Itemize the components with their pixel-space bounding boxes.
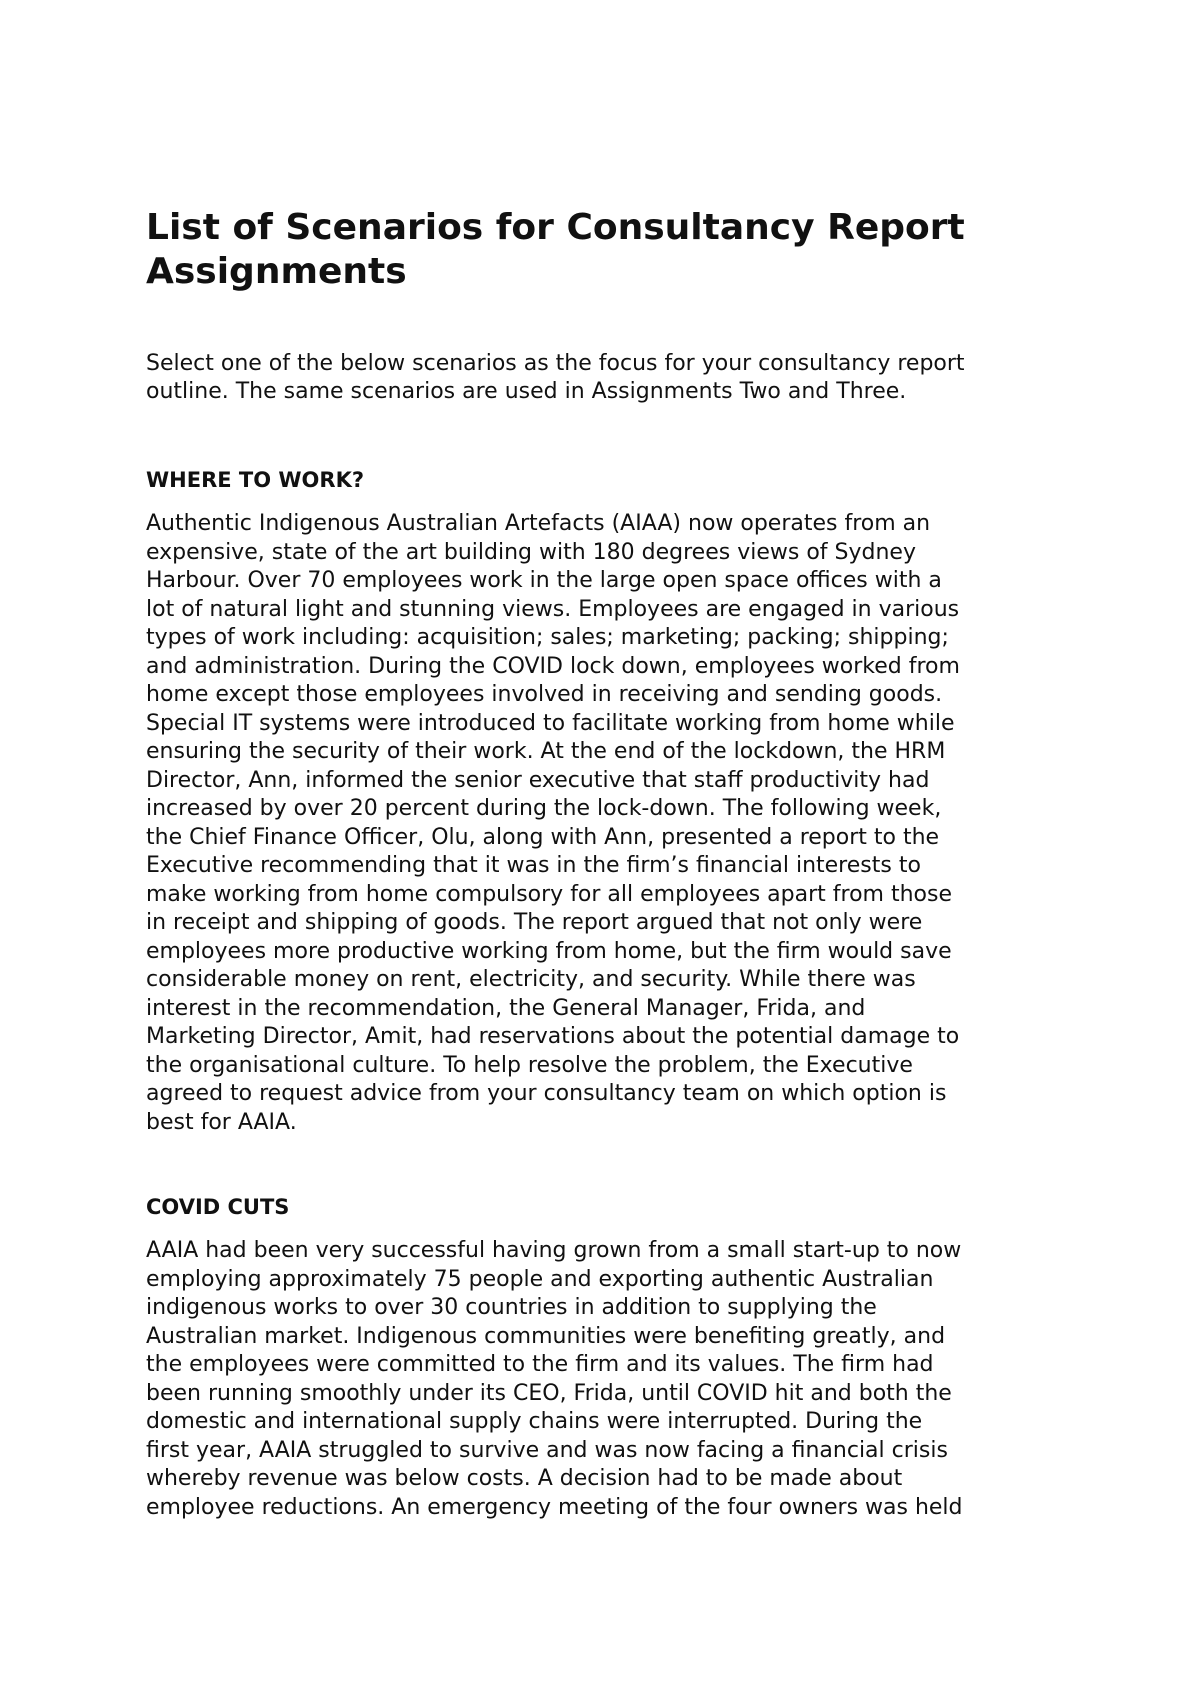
intro-line: outline. The same scenarios are used in Assignments Two and Three. [146,379,907,404]
body-line: home except those employees involved in receiving and sending goods. [146,682,943,707]
document-title [146,206,1086,294]
body-line: AAIA had been very successful having grown from a small start-up to now [146,1238,962,1263]
body-line: types of work including: acquisition; sales; marketing; packing; shipping; [146,625,949,650]
section-body [146,1237,1086,1522]
body-line: Australian market. Indigenous communities were benefiting greatly, and [146,1323,946,1349]
body-line: domestic and international supply chains were interrupted. During the [146,1409,923,1434]
scenario-covid-cuts [146,1193,1086,1522]
body-line: best for AAIA. [146,1109,297,1135]
body-line: employees more productive working from home, but the firm would save [146,938,952,964]
body-line: lot of natural light and stunning views. Employees are engaged in various [146,596,960,622]
body-line: first year, AAIA struggled to survive and was now facing a financial crisis [146,1437,948,1463]
title-line: List of Scenarios for Consultancy Report [146,207,965,248]
body-line: whereby revenue was below costs. A decision had to be made about [146,1466,903,1491]
body-line: Marketing Director, Amit, had reservations about the potential damage to [146,1024,960,1049]
body-line: and administration. During the COVID lock down, employees worked from [146,653,960,679]
section-heading: COVID CUTS [146,1195,290,1219]
body-line: the Chief Finance Officer, Olu, along with Ann, presented a report to the [146,824,940,850]
body-line: the organisational culture. To help resolve the problem, the Executive [146,1052,913,1078]
body-line: ensuring the security of their work. At the end of the lockdown, the HRM [146,739,946,764]
section-heading: WHERE TO WORK? [146,468,365,492]
body-line: Special IT systems were introduced to facilitate working from home while [146,710,955,736]
body-line: in receipt and shipping of goods. The report argued that not only were [146,910,923,935]
body-line: interest in the recommendation, the General Manager, Frida, and [146,995,866,1021]
body-line: indigenous works to over 30 countries in addition to supplying the [146,1295,877,1320]
intro-paragraph [146,350,1086,406]
body-line: increased by over 20 percent during the lock-down. The following week, [146,796,942,821]
body-line: the employees were committed to the firm and its values. The firm had [146,1352,934,1377]
title-line: Assignments [146,251,407,292]
body-line: Director, Ann, informed the senior executive that staff productivity had [146,767,930,793]
scenario-where-to-work [146,466,1086,1137]
body-line: Harbour. Over 70 employees work in the large open space offices with a [146,568,942,593]
body-line: agreed to request advice from your consultancy team on which option is [146,1081,947,1106]
body-line: employing approximately 75 people and exporting authentic Australian [146,1266,934,1292]
body-line: Authentic Indigenous Australian Artefacts (AIAA) now operates from an [146,511,931,536]
body-line: Executive recommending that it was in the firm’s financial interests to [146,853,921,878]
body-line: make working from home compulsory for all employees apart from those [146,881,952,907]
section-body [146,510,1086,1137]
document-page [146,206,1086,1522]
body-line: employee reductions. An emergency meeting of the four owners was held [146,1494,963,1520]
body-line: considerable money on rent, electricity, and security. While there was [146,967,916,992]
body-line: been running smoothly under its CEO, Frida, until COVID hit and both the [146,1380,952,1406]
intro-line: Select one of the below scenarios as the focus for your consultancy report [146,351,965,376]
body-line: expensive, state of the art building with 180 degrees views of Sydney [146,539,916,565]
